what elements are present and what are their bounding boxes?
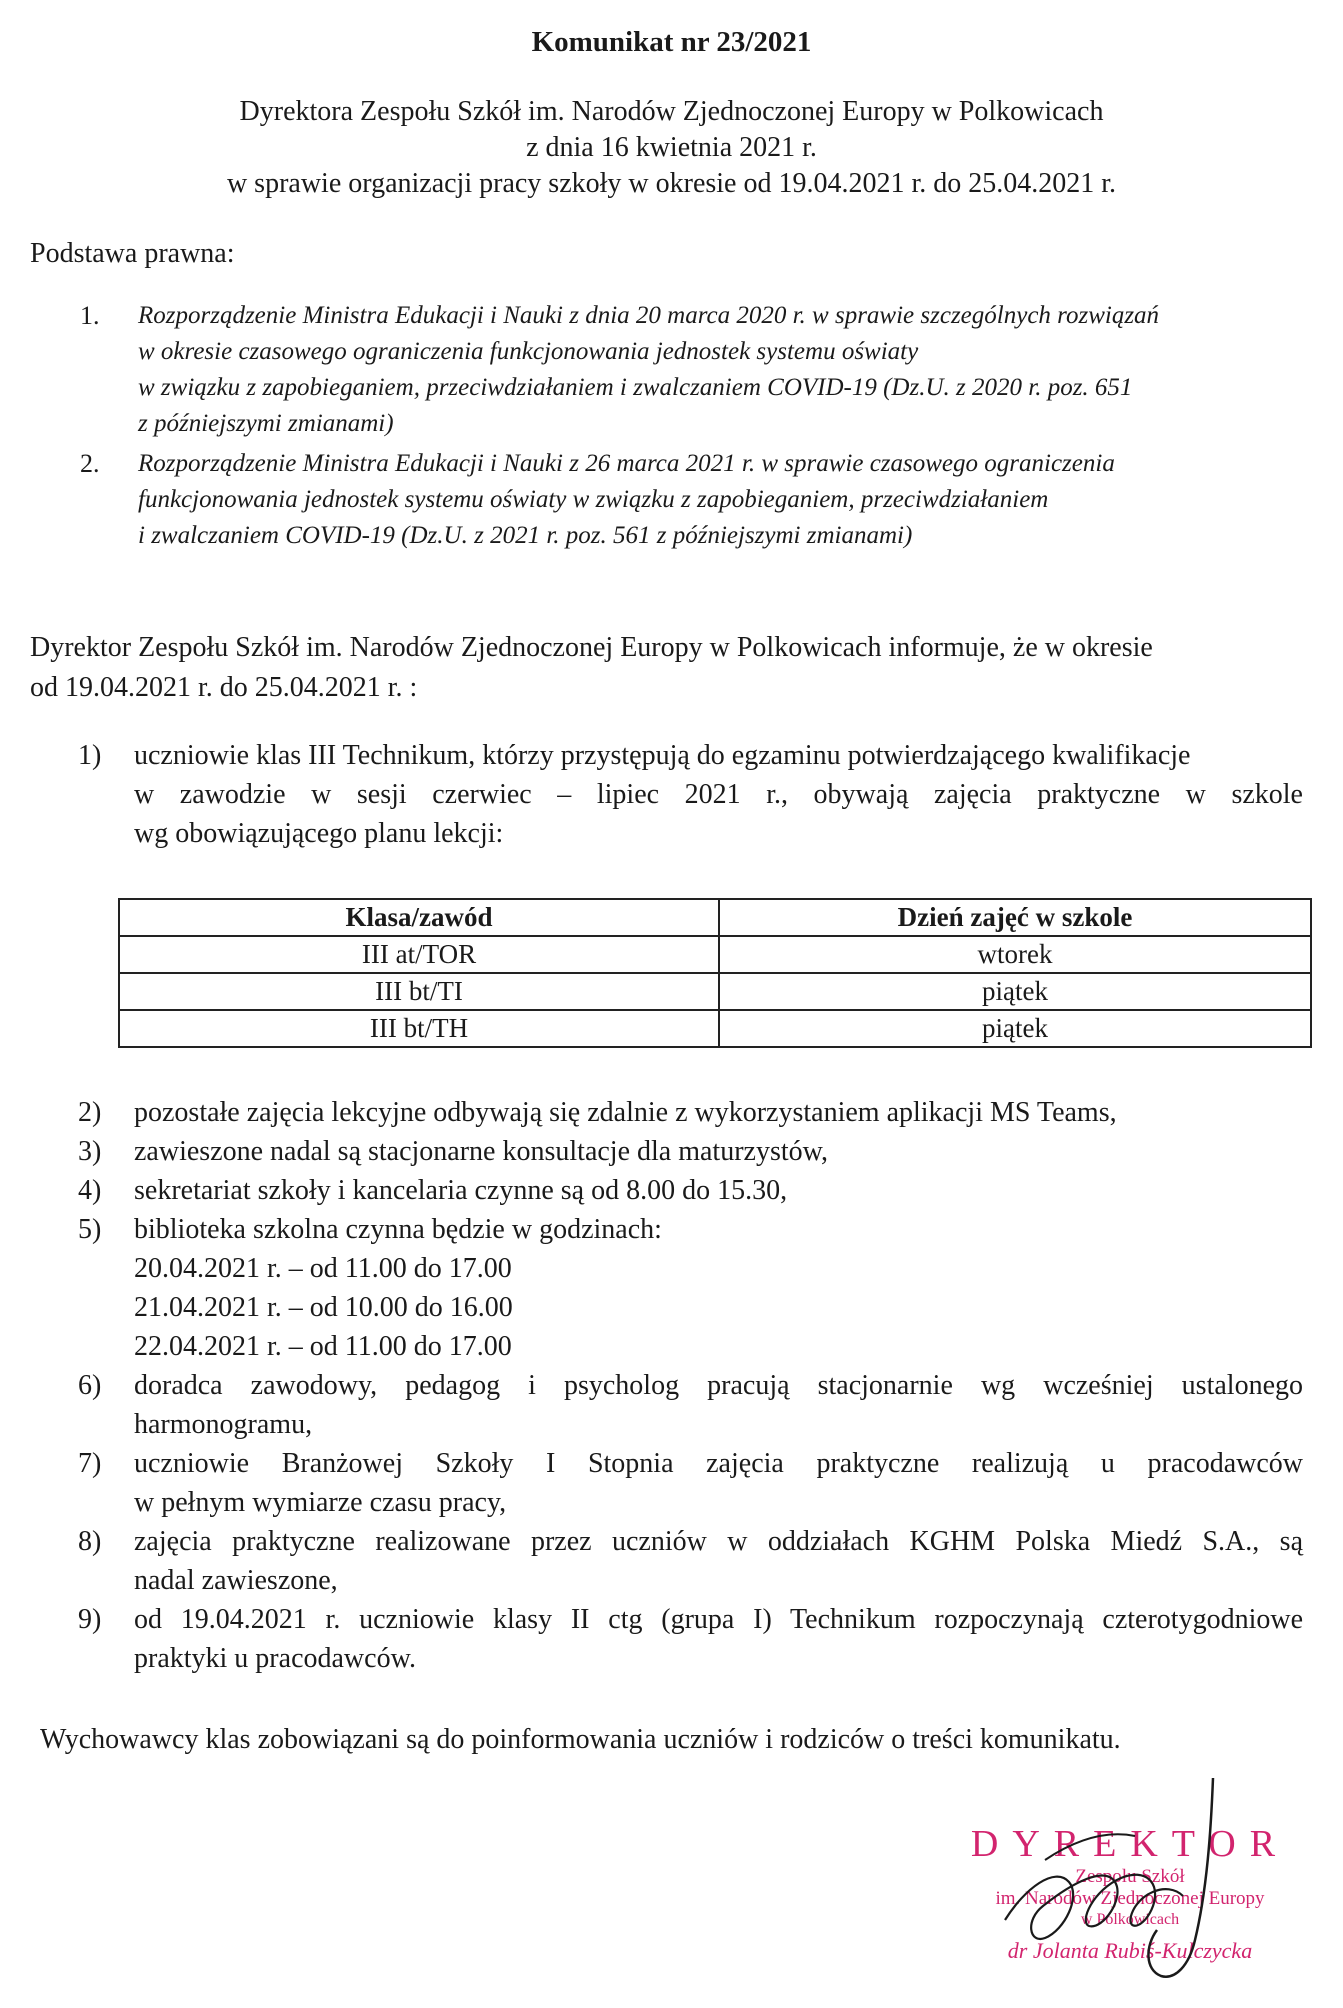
announcement-item <box>78 1132 1303 1171</box>
stamp-line: Zespołu Szkół <box>1075 1866 1185 1887</box>
announcement-item <box>78 1171 1303 1210</box>
document-title: Komunikat nr 23/2021 <box>531 26 812 58</box>
table-cell: III bt/TI <box>119 973 719 1010</box>
announcement-item <box>78 1366 1303 1444</box>
item-line: od 19.04.2021 r. uczniowie klasy II ctg (grupa I) Technikum rozpoczynają czterotygodniowe <box>134 1604 1303 1635</box>
item-line: zajęcia praktyczne realizowane przez uczniów w oddziałach KGHM Polska Miedź S.A., są <box>134 1526 1303 1557</box>
item-number: 5) <box>78 1214 102 1245</box>
handwritten-signature <box>985 1770 1245 2000</box>
item-number: 9) <box>78 1604 102 1635</box>
table-row <box>119 936 1311 973</box>
subtitle-line: Dyrektora Zespołu Szkół im. Narodów Zjednoczonej Europy w Polkowicach <box>239 96 1104 127</box>
intro-line: Dyrektor Zespołu Szkół im. Narodów Zjednoczonej Europy w Polkowicach informuje, że w okresie <box>30 632 1153 663</box>
stamp-name: dr Jolanta Rubiś-Kulczycka <box>1007 1938 1253 1963</box>
schedule-table <box>118 898 1312 1048</box>
legal-basis-line: i zwalczaniem COVID-19 (Dz.U. z 2021 r. poz. 561 z późniejszymi zmianami) <box>138 522 913 549</box>
item-line: pozostałe zajęcia lekcyjne odbywają się zdalnie z wykorzystaniem aplikacji MS Teams, <box>134 1097 1117 1128</box>
intro-paragraph <box>30 628 1295 708</box>
table-row <box>119 1010 1311 1047</box>
table-header-row <box>119 899 1311 936</box>
subtitle-line: w sprawie organizacji pracy szkoły w okresie od 19.04.2021 r. do 25.04.2021 r. <box>226 168 1117 199</box>
table-cell: III at/TOR <box>119 936 719 973</box>
item-number: 3) <box>78 1136 102 1167</box>
item-line: doradca zawodowy, pedagog i psycholog pracują stacjonarnie wg wcześniej ustalonego <box>134 1370 1303 1401</box>
table-header: Dzień zajęć w szkole <box>719 899 1311 936</box>
announcement-item <box>78 1600 1303 1678</box>
library-hours-line: 20.04.2021 r. – od 11.00 do 17.00 <box>134 1253 512 1284</box>
legal-basis-item <box>80 446 1295 554</box>
announcement-list <box>78 736 1303 853</box>
item-number: 6) <box>78 1370 102 1401</box>
legal-basis-line: funkcjonowania jednostek systemu oświaty w związku z zapobieganiem, przeciwdziałaniem <box>138 486 1049 513</box>
item-line: harmonogramu, <box>134 1409 313 1440</box>
legal-basis-label: Podstawa prawna: <box>30 238 235 269</box>
item-number: 8) <box>78 1526 102 1557</box>
table-cell: wtorek <box>719 936 1311 973</box>
legal-basis-number: 2. <box>80 449 100 478</box>
announcement-item <box>78 1522 1303 1600</box>
legal-basis-number: 1. <box>80 301 100 330</box>
item-line: nadal zawieszone, <box>134 1565 338 1596</box>
legal-basis-line: w związku z zapobieganiem, przeciwdziałaniem i zwalczaniem COVID-19 (Dz.U. z 2020 r. poz. 651 <box>138 374 1133 401</box>
stamp-title: DYREKTOR <box>970 1823 1290 1865</box>
announcement-list-continued <box>78 1093 1303 1678</box>
item-line: uczniowie klas III Technikum, którzy przystępują do egzaminu potwierdzającego kwalifikacje <box>134 740 1191 771</box>
announcement-item <box>78 1093 1303 1132</box>
item-line: uczniowie Branżowej Szkoły I Stopnia zajęcia praktyczne realizują u pracodawców <box>134 1448 1303 1479</box>
item-line: biblioteka szkolna czynna będzie w godzinach: <box>134 1214 662 1245</box>
announcement-item <box>78 736 1303 853</box>
closing-paragraph: Wychowawcy klas zobowiązani są do poinformowania uczniów i rodziców o treści komunikatu. <box>40 1724 1121 1755</box>
item-line: sekretariat szkoły i kancelaria czynne są od 8.00 do 15.30, <box>134 1175 788 1206</box>
item-line: w pełnym wymiarze czasu pracy, <box>134 1487 507 1518</box>
item-number: 7) <box>78 1448 102 1479</box>
item-number: 1) <box>78 740 102 771</box>
intro-line: od 19.04.2021 r. do 25.04.2021 r. : <box>30 672 418 703</box>
stamp-line: w Polkowicach <box>1080 1911 1180 1928</box>
legal-basis-line: w okresie czasowego ograniczenia funkcjonowania jednostek systemu oświaty <box>138 338 919 365</box>
announcement-item <box>78 1444 1303 1522</box>
table-row <box>119 973 1311 1010</box>
item-line: praktyki u pracodawców. <box>134 1643 416 1674</box>
table-cell: piątek <box>719 973 1311 1010</box>
legal-basis-line: z późniejszymi zmianami) <box>138 410 394 437</box>
item-line: w zawodzie w sesji czerwiec – lipiec 2021 r., obywają zajęcia praktyczne w szkole <box>134 779 1303 810</box>
item-line: zawieszone nadal są stacjonarne konsultacje dla maturzystów, <box>134 1136 829 1167</box>
library-hours <box>134 1249 1303 1366</box>
legal-basis-item <box>80 298 1295 442</box>
library-hours-line: 21.04.2021 r. – od 10.00 do 16.00 <box>134 1292 513 1323</box>
item-number: 4) <box>78 1175 102 1206</box>
table-cell: piątek <box>719 1010 1311 1047</box>
library-hours-line: 22.04.2021 r. – od 11.00 do 17.00 <box>134 1331 512 1362</box>
table-cell: III bt/TH <box>119 1010 719 1047</box>
item-number: 2) <box>78 1097 102 1128</box>
legal-basis-line: Rozporządzenie Ministra Edukacji i Nauki z 26 marca 2021 r. w sprawie czasowego ograniczenia <box>138 450 1115 477</box>
legal-basis-list <box>80 298 1295 558</box>
table-header: Klasa/zawód <box>119 899 719 936</box>
document-subtitle <box>0 94 1343 202</box>
item-line: wg obowiązującego planu lekcji: <box>134 818 504 849</box>
subtitle-line: z dnia 16 kwietnia 2021 r. <box>526 132 817 163</box>
stamp-line: im. Narodów Zjednoczonej Europy <box>995 1888 1265 1909</box>
legal-basis-line: Rozporządzenie Ministra Edukacji i Nauki z dnia 20 marca 2020 r. w sprawie szczególnych rozwiązań <box>138 302 1160 329</box>
announcement-item <box>78 1210 1303 1366</box>
